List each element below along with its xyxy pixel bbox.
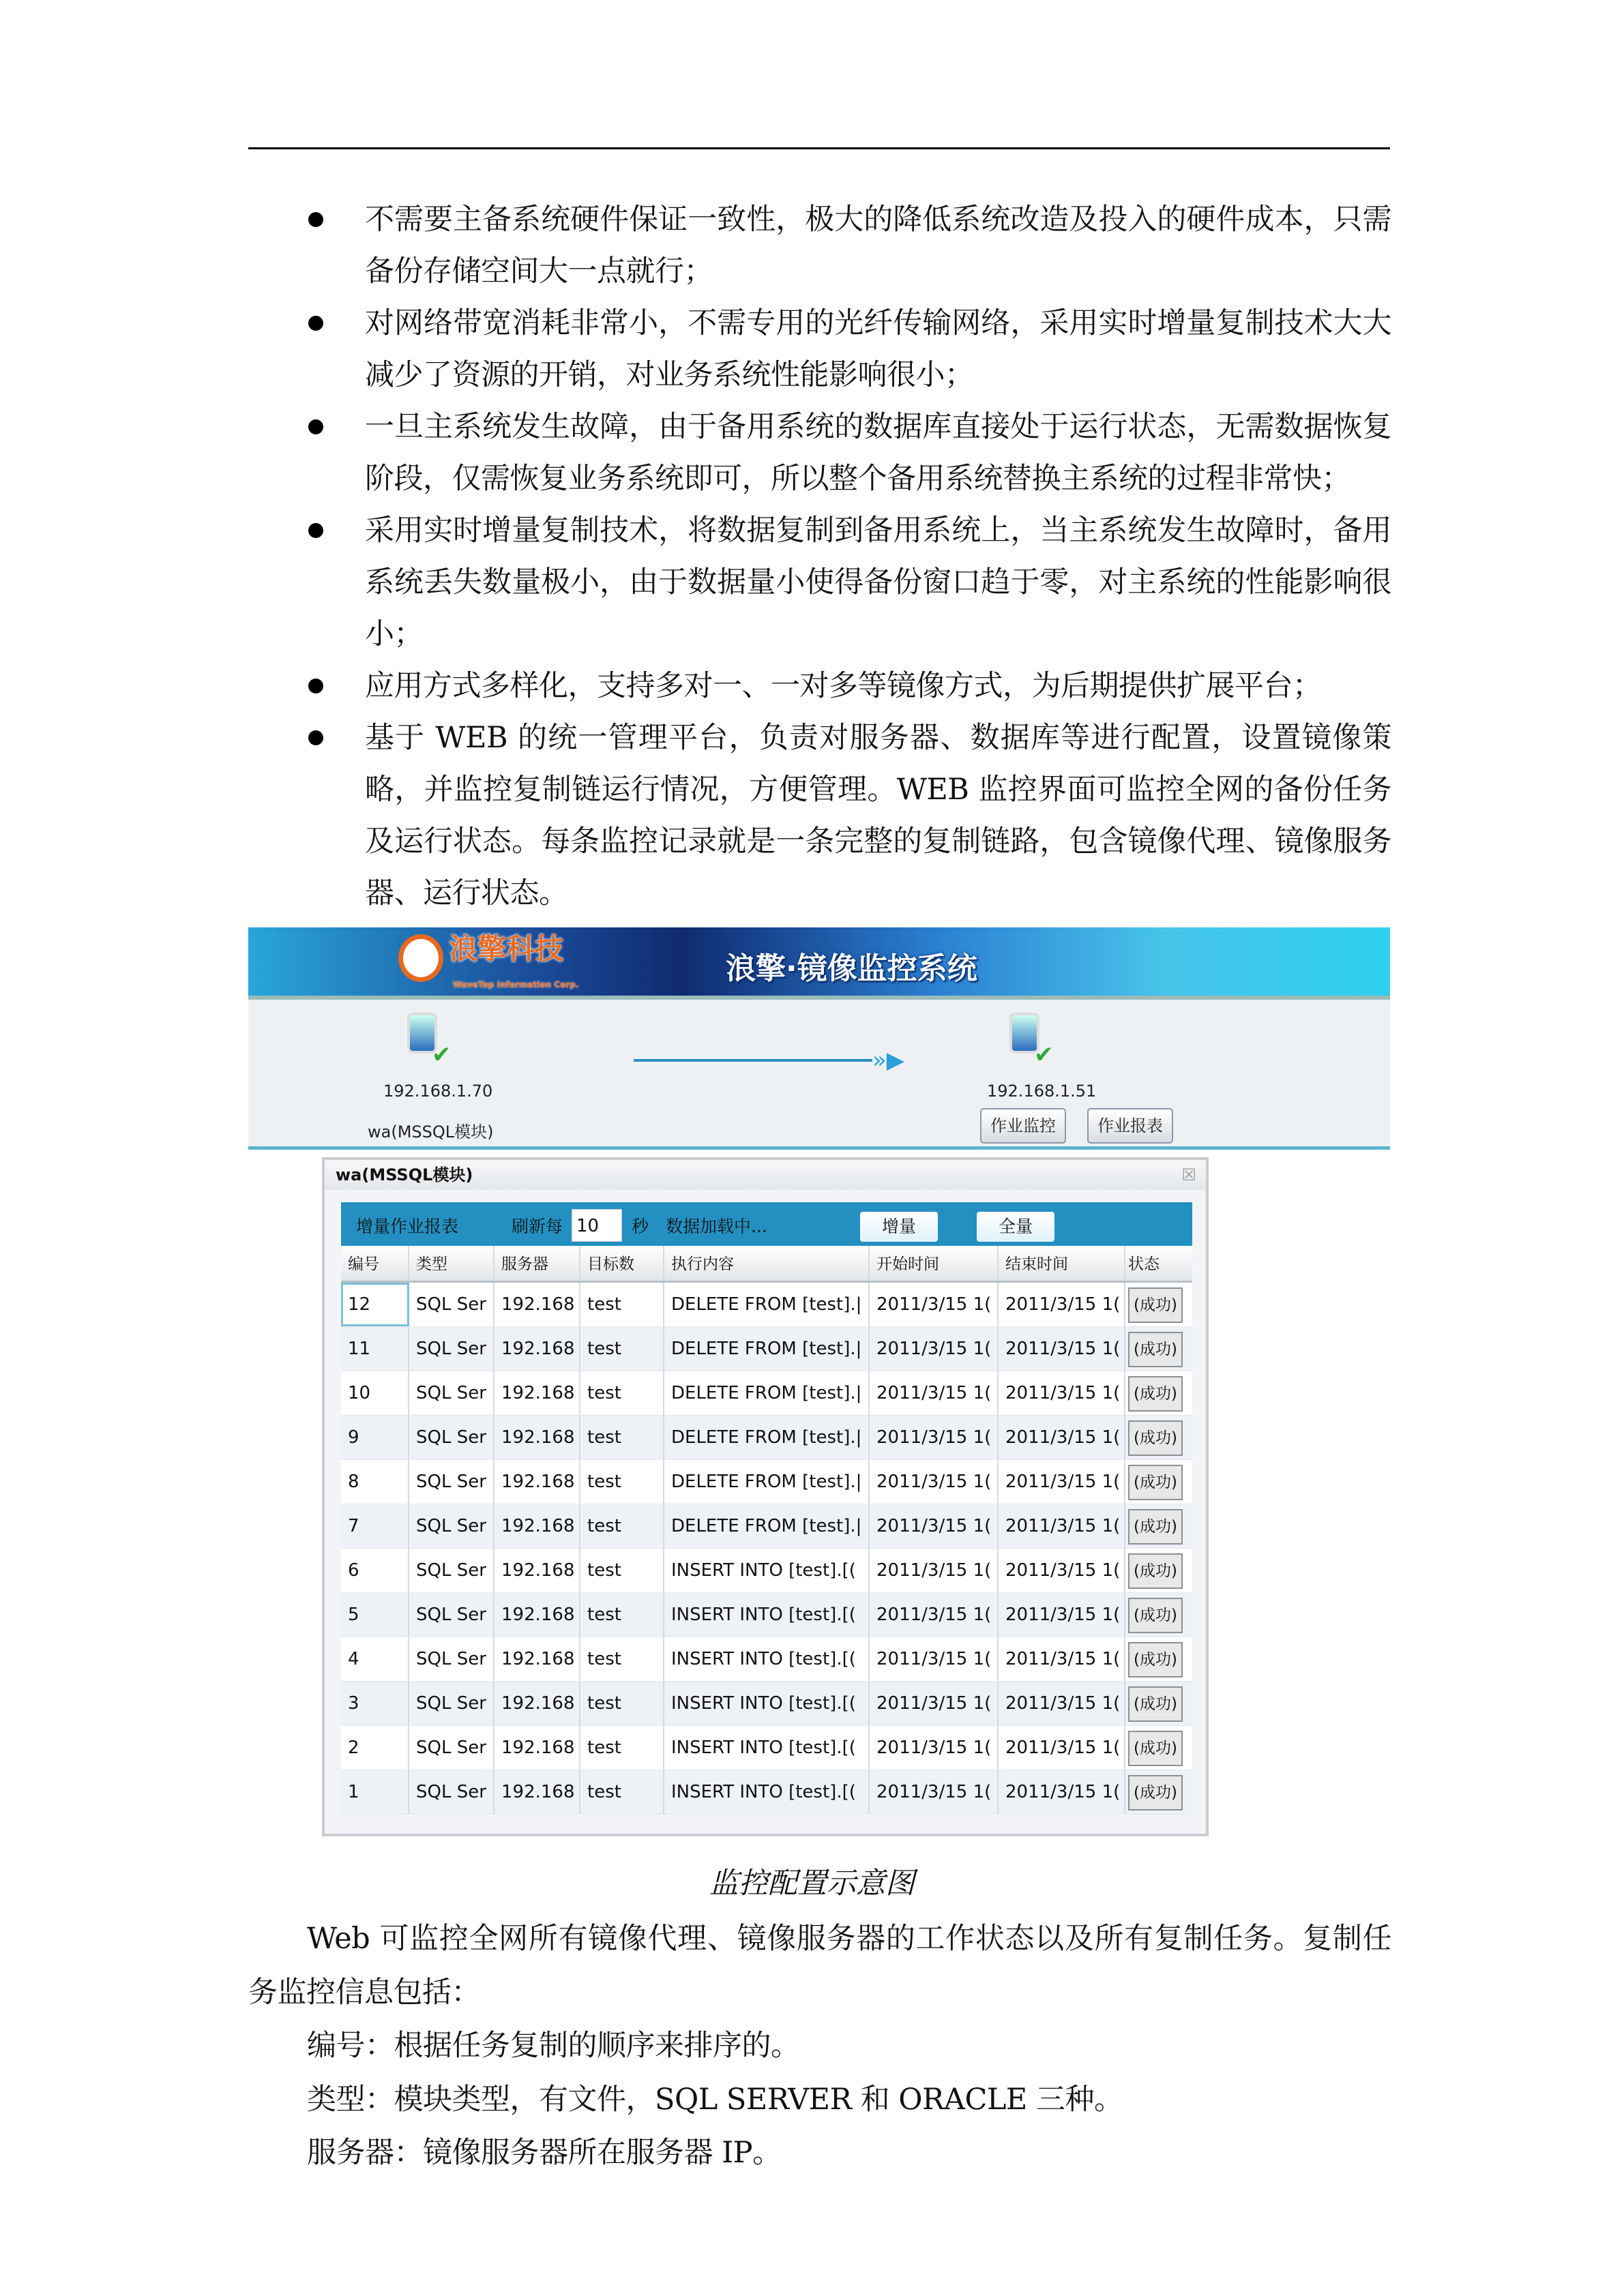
bullet-item	[300, 505, 1391, 660]
monitor-screenshot	[248, 927, 1390, 1150]
bullet-icon	[308, 523, 323, 538]
source-server-icon[interactable]: ✔	[402, 1013, 449, 1067]
table-cell: 2011/3/15 1(	[999, 1637, 1125, 1681]
table-cell: 2011/3/15 1(	[870, 1283, 999, 1326]
table-cell: INSERT INTO [test].[(	[664, 1770, 870, 1814]
logo-icon	[398, 934, 443, 982]
table-cell: 10	[341, 1371, 409, 1415]
column-header[interactable]: 服务器	[494, 1246, 580, 1281]
table-cell: test	[580, 1770, 664, 1814]
logo-subtext: WaveTop Information Corp.	[453, 980, 579, 989]
bullet-item	[300, 660, 1391, 712]
paragraph: Web 可监控全网所有镜像代理、镜像服务器的工作状态以及所有复制任务。复制任务监控信息包括：	[248, 1922, 1391, 2010]
table-cell	[1125, 1283, 1192, 1326]
banner	[248, 927, 1390, 1000]
refresh-interval-input[interactable]: 10	[572, 1209, 622, 1242]
table-cell: 2	[341, 1726, 409, 1770]
table-cell	[1125, 1593, 1192, 1637]
table-cell: 192.168	[494, 1460, 580, 1504]
table-cell: DELETE FROM [test].|	[664, 1283, 870, 1326]
table-cell: test	[580, 1637, 664, 1681]
table-row[interactable]	[341, 1371, 1192, 1416]
table-cell: 192.168	[494, 1327, 580, 1371]
table-cell: DELETE FROM [test].|	[664, 1416, 870, 1459]
table-cell: DELETE FROM [test].|	[664, 1460, 870, 1504]
company-logo	[398, 930, 623, 996]
column-header[interactable]: 编号	[341, 1246, 409, 1281]
status-button[interactable]: (成功)	[1128, 1686, 1183, 1722]
table-cell: SQL Ser	[409, 1416, 494, 1459]
table-cell	[1125, 1770, 1192, 1814]
table-cell: test	[580, 1593, 664, 1637]
table-cell: 192.168	[494, 1593, 580, 1637]
status-button[interactable]: (成功)	[1128, 1509, 1183, 1545]
table-cell: 2011/3/15 1(	[999, 1682, 1125, 1725]
table-cell: 2011/3/15 1(	[870, 1726, 999, 1770]
table-row[interactable]	[341, 1726, 1192, 1770]
table-cell: 192.168	[494, 1682, 580, 1725]
table-cell	[1125, 1327, 1192, 1371]
table-cell: 2011/3/15 1(	[999, 1327, 1125, 1371]
table-cell: test	[580, 1682, 664, 1725]
table-cell: 2011/3/15 1(	[870, 1770, 999, 1814]
table-cell: 192.168	[494, 1637, 580, 1681]
refresh-label: 刷新每	[512, 1217, 563, 1236]
bullet-text: 不需要主备系统硬件保证一致性，极大的降低系统改造及投入的硬件成本，只需备份存储空间大一点就行；	[365, 203, 1391, 288]
table-cell: 6	[341, 1549, 409, 1592]
full-button[interactable]: 全量	[977, 1212, 1054, 1242]
table-cell	[1125, 1682, 1192, 1725]
status-button[interactable]: (成功)	[1128, 1376, 1183, 1412]
column-header[interactable]: 状态	[1128, 1255, 1160, 1273]
table-cell: INSERT INTO [test].[(	[664, 1549, 870, 1592]
target-ip: 192.168.1.51	[987, 1082, 1097, 1101]
column-header[interactable]: 结束时间	[999, 1246, 1125, 1281]
status-button[interactable]: (成功)	[1128, 1332, 1183, 1367]
table-cell: 7	[341, 1504, 409, 1548]
table-cell: 2011/3/15 1(	[999, 1726, 1125, 1770]
table-cell: INSERT INTO [test].[(	[664, 1726, 870, 1770]
table-cell: 192.168	[494, 1726, 580, 1770]
table-cell: 5	[341, 1593, 409, 1637]
status-button[interactable]: (成功)	[1128, 1775, 1183, 1810]
table-cell: 2011/3/15 1(	[870, 1327, 999, 1371]
close-icon[interactable]: ☒	[1181, 1165, 1196, 1184]
table-cell: 2011/3/15 1(	[999, 1504, 1125, 1548]
table-cell: 4	[341, 1637, 409, 1681]
arrow-head-icon: »▶	[872, 1047, 904, 1074]
table-cell: 2011/3/15 1(	[870, 1637, 999, 1681]
table-cell	[1125, 1371, 1192, 1415]
table-cell: test	[580, 1549, 664, 1592]
table-cell: SQL Ser	[409, 1504, 494, 1548]
column-header[interactable]: 目标数	[580, 1246, 664, 1281]
status-button[interactable]: (成功)	[1128, 1287, 1183, 1323]
table-cell: 1	[341, 1770, 409, 1814]
table-cell: SQL Ser	[409, 1460, 494, 1504]
table-cell: SQL Ser	[409, 1549, 494, 1592]
table-cell: 192.168	[494, 1371, 580, 1415]
table-cell: 2011/3/15 1(	[999, 1283, 1125, 1326]
status-button[interactable]: (成功)	[1128, 1553, 1183, 1589]
table-cell: SQL Ser	[409, 1770, 494, 1814]
logo-text: 浪擎科技	[449, 932, 564, 966]
bullet-text: 对网络带宽消耗非常小，不需专用的光纤传输网络，采用实时增量复制技术大大减少了资源的开销，对业务系统性能影响很小；	[365, 306, 1391, 392]
status-button[interactable]: (成功)	[1128, 1420, 1183, 1456]
paragraph: 类型：模块类型，有文件，SQL SERVER 和 ORACLE 三种。	[307, 2082, 1123, 2117]
table-row[interactable]	[341, 1283, 1192, 1327]
table-cell: 192.168	[494, 1504, 580, 1548]
table-cell: INSERT INTO [test].[(	[664, 1682, 870, 1725]
paragraph: 编号：根据任务复制的顺序来排序的。	[307, 2029, 800, 2063]
table-cell: 9	[341, 1416, 409, 1459]
table-cell	[1125, 1416, 1192, 1459]
table-cell: test	[580, 1283, 664, 1326]
dialog-title: wa(MSSQL模块)	[336, 1165, 473, 1184]
table-cell: 192.168	[494, 1283, 580, 1326]
table-row[interactable]	[341, 1504, 1192, 1549]
bullet-item	[300, 297, 1391, 401]
bullet-list	[300, 194, 1391, 919]
table-cell: 2011/3/15 1(	[999, 1549, 1125, 1592]
bullet-text: 基于 WEB 的统一管理平台，负责对服务器、数据库等进行配置，设置镜像策略，并监控复制链运行情况，方便管理。WEB 监控界面可监控全网的备份任务及运行状态。每条监控记录就是一条完整的复制链路，包含镜像代理、镜像服务器、运行状态。	[365, 721, 1391, 910]
report-label: 增量作业报表	[356, 1217, 459, 1236]
column-header[interactable]: 执行内容	[664, 1246, 870, 1281]
table-cell: test	[580, 1460, 664, 1504]
paragraph: 服务器：镜像服务器所在服务器 IP。	[307, 2136, 782, 2170]
table-cell: test	[580, 1416, 664, 1459]
bullet-icon	[308, 679, 323, 694]
table-cell	[1125, 1549, 1192, 1592]
status-button[interactable]: (成功)	[1128, 1642, 1183, 1678]
table-cell: 192.168	[494, 1549, 580, 1592]
table-cell: 11	[341, 1327, 409, 1371]
table-row[interactable]	[341, 1637, 1192, 1682]
bullet-text: 应用方式多样化，支持多对一、一对多等镜像方式，为后期提供扩展平台；	[365, 669, 1322, 703]
table-row[interactable]	[341, 1549, 1192, 1593]
table-cell: SQL Ser	[409, 1637, 494, 1681]
table-cell: 3	[341, 1682, 409, 1725]
table-cell: INSERT INTO [test].[(	[664, 1593, 870, 1637]
bullet-icon	[308, 419, 323, 434]
table-row[interactable]	[341, 1593, 1192, 1637]
figure-caption: 监控配置示意图	[709, 1866, 915, 1900]
table-cell: test	[580, 1371, 664, 1415]
table-row[interactable]	[341, 1770, 1192, 1815]
table-cell: 2011/3/15 1(	[999, 1371, 1125, 1415]
table-cell: DELETE FROM [test].|	[664, 1504, 870, 1548]
table-cell: SQL Ser	[409, 1327, 494, 1371]
bullet-text: 采用实时增量复制技术，将数据复制到备用系统上，当主系统发生故障时，备用系统丢失数量极小，由于数据量小使得备份窗口趋于零，对主系统的性能影响很小；	[365, 513, 1391, 651]
table-cell: SQL Ser	[409, 1283, 494, 1326]
table-cell: 192.168	[494, 1416, 580, 1459]
job-monitor-button[interactable]: 作业监控	[980, 1108, 1066, 1144]
bullet-item	[300, 712, 1391, 919]
table-cell: DELETE FROM [test].|	[664, 1371, 870, 1415]
bullet-icon	[308, 316, 323, 331]
status-button[interactable]: (成功)	[1128, 1465, 1183, 1500]
table-cell: SQL Ser	[409, 1682, 494, 1725]
target-server-icon[interactable]: ✔	[1004, 1013, 1052, 1067]
job-report-button[interactable]: 作业报表	[1087, 1108, 1173, 1144]
column-header[interactable]: 类型	[409, 1246, 494, 1281]
table-cell: 2011/3/15 1(	[870, 1549, 999, 1592]
table-cell: test	[580, 1504, 664, 1548]
table-cell: DELETE FROM [test].|	[664, 1327, 870, 1371]
bullet-text: 一旦主系统发生故障，由于备用系统的数据库直接处于运行状态，无需数据恢复阶段，仅需恢复业务系统即可，所以整个备用系统替换主系统的过程非常快；	[365, 410, 1391, 496]
table-cell: test	[580, 1726, 664, 1770]
bullet-item	[300, 401, 1391, 505]
loading-status: 数据加载中...	[666, 1217, 767, 1236]
table-cell: test	[580, 1327, 664, 1371]
status-button[interactable]: (成功)	[1128, 1731, 1183, 1766]
table-cell: 2011/3/15 1(	[870, 1371, 999, 1415]
table-cell	[1125, 1460, 1192, 1504]
table-row[interactable]	[341, 1416, 1192, 1460]
column-header[interactable]: 开始时间	[870, 1246, 999, 1281]
table-cell: 2011/3/15 1(	[999, 1593, 1125, 1637]
report-toolbar	[341, 1202, 1192, 1246]
table-cell: 2011/3/15 1(	[870, 1593, 999, 1637]
table-row[interactable]	[341, 1460, 1192, 1504]
table-cell: 192.168	[494, 1770, 580, 1814]
bullet-icon	[308, 212, 323, 227]
header-rule	[248, 147, 1390, 149]
table-header	[341, 1246, 1192, 1283]
seconds-label: 秒	[632, 1217, 649, 1236]
table-cell: 12	[341, 1283, 409, 1326]
table-row[interactable]	[341, 1682, 1192, 1726]
table-cell: 2011/3/15 1(	[870, 1682, 999, 1725]
bullet-icon	[308, 730, 323, 745]
job-table	[341, 1246, 1192, 1815]
job-report-dialog	[322, 1157, 1209, 1836]
replication-arrow	[634, 1059, 872, 1062]
table-cell	[1125, 1637, 1192, 1681]
incremental-button[interactable]: 增量	[860, 1212, 938, 1242]
source-module: wa(MSSQL模块)	[368, 1122, 494, 1142]
table-cell: INSERT INTO [test].[(	[664, 1637, 870, 1681]
table-cell: 2011/3/15 1(	[870, 1504, 999, 1548]
status-button[interactable]: (成功)	[1128, 1598, 1183, 1633]
body-text	[248, 1912, 1391, 2180]
table-cell: 2011/3/15 1(	[999, 1416, 1125, 1459]
table-cell: SQL Ser	[409, 1726, 494, 1770]
source-ip: 192.168.1.70	[383, 1082, 493, 1101]
table-cell: SQL Ser	[409, 1371, 494, 1415]
table-cell	[1125, 1504, 1192, 1548]
table-cell: 2011/3/15 1(	[999, 1770, 1125, 1814]
table-cell	[1125, 1726, 1192, 1770]
system-title: 浪擎·镜像监控系统	[726, 951, 977, 986]
table-cell: 2011/3/15 1(	[870, 1460, 999, 1504]
table-row[interactable]	[341, 1327, 1192, 1371]
table-cell: 8	[341, 1460, 409, 1504]
dialog-titlebar	[325, 1160, 1206, 1190]
table-cell: SQL Ser	[409, 1593, 494, 1637]
table-cell: 2011/3/15 1(	[999, 1460, 1125, 1504]
bullet-item	[300, 194, 1391, 297]
table-cell: 2011/3/15 1(	[870, 1416, 999, 1459]
